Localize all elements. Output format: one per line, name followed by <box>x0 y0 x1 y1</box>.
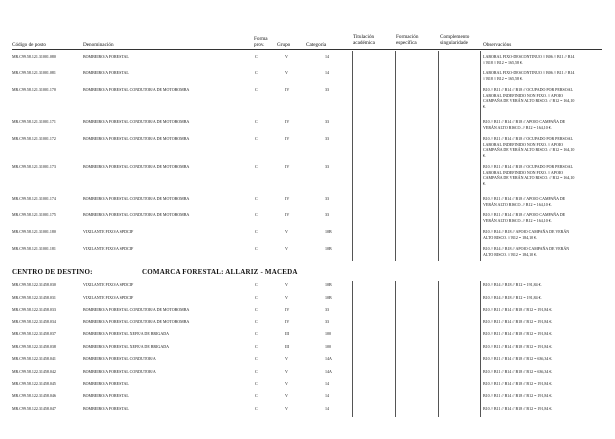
cell-observacions: B10 // B11 // B14 // B18 // B12 = 191,84 €. <box>483 406 553 411</box>
header-formacion-1: Formación <box>396 34 419 40</box>
cell-code: MR.C99.58.121.31001.180 <box>12 229 56 234</box>
cell-categoria: 10B <box>325 282 332 287</box>
cell-observacions: B10 // B11 // B14 // B18 // B12 = 191,84 €. <box>483 307 553 312</box>
cell-forma: C <box>255 381 258 386</box>
cell-categoria: 10B <box>325 229 332 234</box>
header-observacions: Observacións <box>483 42 512 48</box>
cell-denominacion: BOMBEIRO/A FORESTAL CONDUTOR/A DE MOTOBOMBA <box>83 164 190 169</box>
cell-code: MR.C99.58.121.31001.173 <box>12 164 56 169</box>
col-sep-formacion <box>395 51 396 261</box>
cell-grupo: V <box>285 229 288 234</box>
cell-observacions: CAMPAÑA DE VERÁN ALTO RISCO. // B12 = 164,10 <box>483 98 575 104</box>
cell-categoria: 33 <box>325 319 329 324</box>
header-codigo: Código de posto <box>12 42 47 48</box>
cell-categoria: 33 <box>325 164 329 169</box>
cell-denominacion: BOMBEIRO/A FORESTAL CONDUTOR/A DE MOTOBOMBA <box>83 87 190 92</box>
col-sep-formacion-b <box>395 281 396 417</box>
cell-observacions: B10 // B11 // B14 // B18 // B12 = 191,84 €. <box>483 393 553 398</box>
cell-denominacion: BOMBEIRO/A FORESTAL CONDUTOR/A DE MOTOBOMBA <box>83 307 190 312</box>
cell-categoria: 33 <box>325 119 329 124</box>
cell-code: MR.C99.58.121.31001.080 <box>12 54 56 59</box>
cell-observacions: ALTO RISCO. // B12 = 184,10 €. <box>483 234 538 240</box>
cell-forma: C <box>255 319 258 324</box>
cell-observacions: LABORAL INDEFINIDO NON FIXO. // APOIO <box>483 141 564 147</box>
cell-grupo: V <box>285 282 288 287</box>
cell-denominacion: VIXILANTE FIXO/A SPDCIF <box>83 246 134 251</box>
header-grupo: Grupo <box>277 42 291 48</box>
header-forma-prov-1: Forma <box>254 36 268 42</box>
cell-forma: C <box>255 406 258 411</box>
cell-observacions: B10 // B11 // B14 // B18 // B12 = 191,84 €. <box>483 381 553 386</box>
cell-forma: C <box>255 344 258 349</box>
centro-name: COMARCA FORESTAL: ALLARIZ - MACEDA <box>142 268 298 276</box>
cell-observacions: // B18 // B12 = 165,58 €. <box>483 75 524 81</box>
cell-categoria: 14 <box>325 70 329 75</box>
cell-forma: C <box>255 369 258 374</box>
cell-categoria: 33 <box>325 307 329 312</box>
cell-denominacion: BOMBEIRO/A FORESTAL <box>83 393 129 398</box>
cell-code: MR.C99.58.122.31458.030 <box>12 282 56 287</box>
cell-observacions: B10 // B14 // B18 // B12 = 191,84 €. <box>483 282 542 287</box>
cell-categoria: 14 <box>325 406 329 411</box>
cell-grupo: V <box>285 295 288 300</box>
col-sep-titulacion <box>352 51 353 261</box>
cell-observacions: LABORAL FIXO-DESCONTINUO // B06 // B11 // B14 <box>483 54 575 59</box>
cell-observacions: // B18 // B12 = 165,58 €. <box>483 59 524 65</box>
cell-observacions: B10 // B14 // B18 // APOIO CAMPAÑA DE VERÁN <box>483 246 570 251</box>
cell-grupo: IV <box>285 307 290 312</box>
cell-denominacion: VIXILANTE FIXO/A SPDCIF <box>83 282 134 287</box>
cell-code: MR.C99.58.122.31458.046 <box>12 393 56 398</box>
header-forma-prov-2: prov. <box>254 42 265 48</box>
cell-grupo: IV <box>285 136 290 141</box>
cell-denominacion: BOMBEIRO/A FORESTAL CONDUTOR/A DE MOTOBOMBA <box>83 319 190 324</box>
cell-observacions: B10 // B11 // B14 // B18 // OCUPADO POR PERSOAL <box>483 164 573 169</box>
cell-forma: C <box>255 196 258 201</box>
header-complemento-2: singularidade <box>440 40 468 46</box>
cell-observacions: LABORAL INDEFINIDO NON FIXO. // APOIO <box>483 92 564 98</box>
cell-categoria: 33 <box>325 136 329 141</box>
cell-denominacion: BOMBEIRO/A FORESTAL CONDUTOR/A <box>83 356 156 361</box>
cell-grupo: V <box>285 356 288 361</box>
cell-categoria: 100 <box>325 331 331 336</box>
cell-grupo: IV <box>285 196 290 201</box>
cell-grupo: V <box>285 246 288 251</box>
cell-grupo: V <box>285 393 288 398</box>
col-sep-observacions-b <box>480 281 481 417</box>
cell-code: MR.C99.58.121.31001.181 <box>12 246 56 251</box>
cell-forma: C <box>255 136 258 141</box>
cell-forma: C <box>255 282 258 287</box>
cell-forma: C <box>255 164 258 169</box>
cell-denominacion: BOMBEIRO/A FORESTAL XEFE/A DE BRIGADA <box>83 344 169 349</box>
cell-code: MR.C99.58.121.31001.081 <box>12 70 56 75</box>
cell-observacions: B10 // B14 // B18 // APOIO CAMPAÑA DE VERÁN <box>483 229 570 234</box>
cell-forma: C <box>255 331 258 336</box>
cell-observacions: B10 // B11 // B14 // B18 // B12 = 191,84 €. <box>483 331 553 336</box>
cell-forma: C <box>255 212 258 217</box>
cell-grupo: V <box>285 406 288 411</box>
cell-denominacion: BOMBEIRO/A FORESTAL <box>83 381 129 386</box>
cell-forma: C <box>255 87 258 92</box>
cell-observacions: B10 // B11 // B14 // B18 // APOIO CAMPAÑA DE <box>483 196 566 201</box>
cell-categoria: 10B <box>325 295 332 300</box>
cell-observacions: LABORAL FIXO-DESCONTINUO // B06 // B11 // B14 <box>483 70 575 75</box>
cell-grupo: IV <box>285 164 290 169</box>
header-complemento-1: Complemento <box>440 34 470 40</box>
cell-observacions: B10 // B14 // B18 // B12 = 191,84 €. <box>483 295 542 300</box>
col-sep-complemento-b <box>438 281 439 417</box>
cell-observacions: ALTO RISCO. // B12 = 184,10 €. <box>483 251 538 257</box>
cell-categoria: 14 <box>325 381 329 386</box>
cell-code: MR.C99.58.122.31458.034 <box>12 319 56 324</box>
cell-denominacion: BOMBEIRO/A FORESTAL CONDUTOR/A DE MOTOBOMBA <box>83 196 190 201</box>
cell-observacions: CAMPAÑA DE VERÁN ALTO RISCO. // B12 = 164,10 <box>483 147 575 153</box>
cell-categoria: 10B <box>325 246 332 251</box>
col-sep-titulacion-b <box>352 281 353 417</box>
cell-forma: C <box>255 229 258 234</box>
header-rule <box>12 49 602 50</box>
cell-observacions: B10 // B11 // B14 // B18 // B12 = 636,34 €. <box>483 369 553 374</box>
cell-grupo: V <box>285 381 288 386</box>
cell-observacions: B10 // B11 // B14 // B18 // APOIO CAMPAÑA DE <box>483 212 566 217</box>
cell-denominacion: BOMBEIRO/A FORESTAL XEFE/A DE BRIGADA <box>83 331 169 336</box>
cell-categoria: 14A <box>325 356 332 361</box>
cell-grupo: V <box>285 70 288 75</box>
cell-grupo: IV <box>285 119 290 124</box>
cell-code: MR.C99.58.121.31001.175 <box>12 212 56 217</box>
cell-observacions: B10 // B11 // B14 // B18 // OCUPADO POR PERSOAL <box>483 136 573 141</box>
cell-observacions: VERÁN ALTO RISCO. // B12 = 164,10 €. <box>483 124 552 130</box>
cell-categoria: 14A <box>325 369 332 374</box>
cell-code: MR.C99.58.121.31001.170 <box>12 87 56 92</box>
cell-forma: C <box>255 70 258 75</box>
cell-observacions: CAMPAÑA DE VERÁN ALTO RISCO. // B12 = 164,10 <box>483 175 575 181</box>
cell-observacions: €. <box>483 103 486 109</box>
cell-code: MR.C99.58.122.31458.042 <box>12 369 56 374</box>
cell-forma: C <box>255 356 258 361</box>
cell-categoria: 100 <box>325 344 331 349</box>
cell-observacions: B10 // B11 // B14 // B18 // OCUPADO POR PERSOAL <box>483 87 573 92</box>
cell-code: MR.C99.58.121.31001.171 <box>12 119 56 124</box>
cell-grupo: IV <box>285 319 290 324</box>
cell-code: MR.C99.58.122.31458.047 <box>12 406 56 411</box>
cell-code: MR.C99.58.121.31001.174 <box>12 196 56 201</box>
col-sep-complemento <box>438 51 439 261</box>
cell-observacions: VERÁN ALTO RISCO. // B12 = 164,10 €. <box>483 217 552 223</box>
cell-grupo: III <box>285 331 289 336</box>
cell-denominacion: BOMBEIRO/A FORESTAL CONDUTOR/A DE MOTOBOMBA <box>83 119 190 124</box>
cell-categoria: 33 <box>325 196 329 201</box>
header-denominacion: Denominación <box>83 42 114 48</box>
cell-categoria: 33 <box>325 212 329 217</box>
cell-observacions: B10 // B11 // B14 // B18 // B12 = 191,84 €. <box>483 344 553 349</box>
cell-grupo: IV <box>285 87 290 92</box>
cell-categoria: 14 <box>325 393 329 398</box>
cell-observacions: LABORAL INDEFINIDO NON FIXO. // APOIO <box>483 169 564 175</box>
cell-forma: C <box>255 119 258 124</box>
cell-observacions: €. <box>483 152 486 158</box>
cell-observacions: VERÁN ALTO RISCO. // B12 = 164,10 €. <box>483 201 552 207</box>
cell-observacions: B10 // B11 // B14 // B18 // B12 = 636,34 €. <box>483 356 553 361</box>
cell-denominacion: BOMBEIRO/A FORESTAL CONDUTOR/A <box>83 369 156 374</box>
cell-categoria: 14 <box>325 54 329 59</box>
centro-label: CENTRO DE DESTINO: <box>12 268 93 276</box>
header-titulacion-1: Titulación <box>353 34 375 40</box>
cell-denominacion: BOMBEIRO/A FORESTAL <box>83 70 129 75</box>
cell-code: MR.C99.58.122.31458.031 <box>12 295 56 300</box>
header-categoria: Categoría <box>306 42 327 48</box>
cell-denominacion: BOMBEIRO/A FORESTAL CONDUTOR/A DE MOTOBOMBA <box>83 212 190 217</box>
cell-observacions: B10 // B11 // B14 // B18 // B12 = 191,84 €. <box>483 319 553 324</box>
cell-code: MR.C99.58.121.31001.172 <box>12 136 56 141</box>
cell-code: MR.C99.58.122.31458.041 <box>12 356 56 361</box>
cell-forma: C <box>255 54 258 59</box>
cell-denominacion: VIXILANTE FIXO/A SPDCIF <box>83 229 134 234</box>
cell-code: MR.C99.58.122.31458.038 <box>12 344 56 349</box>
cell-code: MR.C99.58.122.31458.045 <box>12 381 56 386</box>
cell-observacions: €. <box>483 180 486 186</box>
cell-grupo: III <box>285 344 289 349</box>
cell-denominacion: BOMBEIRO/A FORESTAL <box>83 406 129 411</box>
cell-forma: C <box>255 295 258 300</box>
cell-grupo: V <box>285 54 288 59</box>
col-sep-observacions <box>480 51 481 261</box>
cell-forma: C <box>255 307 258 312</box>
cell-grupo: V <box>285 369 288 374</box>
cell-code: MR.C99.58.122.31458.037 <box>12 331 56 336</box>
cell-forma: C <box>255 246 258 251</box>
cell-observacions: B10 // B11 // B14 // B18 // APOIO CAMPAÑA DE <box>483 119 566 124</box>
cell-denominacion: BOMBEIRO/A FORESTAL CONDUTOR/A DE MOTOBOMBA <box>83 136 190 141</box>
cell-denominacion: BOMBEIRO/A FORESTAL <box>83 54 129 59</box>
header-formacion-2: específica <box>396 40 417 46</box>
cell-categoria: 33 <box>325 87 329 92</box>
cell-denominacion: VIXILANTE FIXO/A SPDCIF <box>83 295 134 300</box>
cell-code: MR.C99.58.122.31458.033 <box>12 307 56 312</box>
cell-grupo: IV <box>285 212 290 217</box>
cell-forma: C <box>255 393 258 398</box>
header-titulacion-2: académica <box>353 40 375 46</box>
